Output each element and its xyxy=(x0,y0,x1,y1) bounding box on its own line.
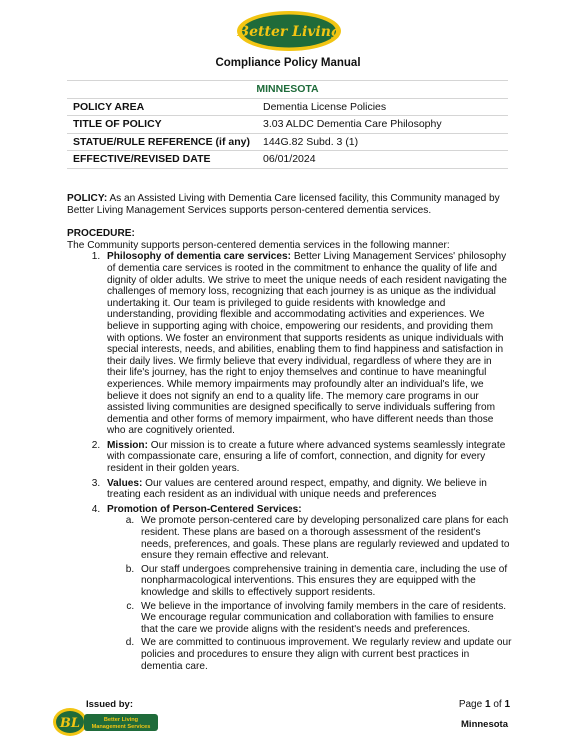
better-living-logo xyxy=(236,10,342,52)
page-current: 1 xyxy=(484,699,491,710)
policy-label: POLICY: xyxy=(67,193,108,204)
table-row xyxy=(67,151,508,169)
footer-logo-line1: Better Living xyxy=(103,717,139,723)
item-text: Our mission is to create a future where advanced systems seamlessly integrate with compassionate care, ensuring a life of comfort, connection, and dignity for every resident in their golden years. xyxy=(107,439,506,475)
procedure-list xyxy=(67,251,513,672)
footer-company-logo xyxy=(52,707,160,737)
table-state-row xyxy=(67,81,508,99)
list-item xyxy=(103,478,513,501)
row-label: POLICY AREA xyxy=(67,98,257,116)
item-text: Better Living Management Services' philosophy of dementia care services is rooted in the commitment to enhance the quality of life and dignity of older adults. We strive to meet the unique needs of each resident navigating the challenges of memory loss, recognizing that each journey is as unique as the individual undertaking it. Our team is privileged to guide residents with knowledge and understanding, providing flexible and accommodating activities and experiences. We believe in supporting aging with choice, empowering our residents, and providing them with options. We foster an environment that supports residents as unique individuals with special interests, needs, and abilities, enabling them to find happiness and satisfaction in their daily lives. We firmly believe that every individual, regardless of where they are in their life's journey, has the right to enjoy themselves and continue to have meaningful experiences. While memory impairments may profoundly alter an individual's life, we believe it does not signify an end to a quality life. The memory care programs in our assisted living communities are designed specifically to serve individuals suffering from dementia and other forms of memory impairment, who have different needs than those who are cognitively oriented. xyxy=(107,251,507,437)
item-title: Values: xyxy=(107,477,143,489)
item-title: Philosophy of dementia care services: xyxy=(107,251,291,263)
item-title: Mission: xyxy=(107,439,148,451)
row-value: 06/01/2024 xyxy=(257,151,508,169)
policy-content xyxy=(67,193,513,675)
row-value: Dementia License Policies xyxy=(257,98,508,116)
page-label: Page xyxy=(458,699,483,710)
list-item xyxy=(103,251,513,437)
policy-text: As an Assisted Living with Dementia Care licensed facility, this Community managed by Better Living Management Services supports person-centered dementia services. xyxy=(67,193,500,216)
sub-list-item: d. We are committed to continuous improvement. We regularly review and update our policies and procedures to ensure they align with current best practices in dementia care. xyxy=(137,637,513,672)
footer-logo-initials: BL xyxy=(59,716,81,731)
sub-list-item: b. Our staff undergoes comprehensive training in dementia care, including the use of nonpharmacological interventions. This ensures they are equipped with the knowledge and skills to effectively support residents. xyxy=(137,564,513,599)
list-item xyxy=(103,504,513,672)
row-label: EFFECTIVE/REVISED DATE xyxy=(67,151,257,169)
logo-text: Better Living xyxy=(237,24,341,40)
row-value: 3.03 ALDC Dementia Care Philosophy xyxy=(257,116,508,134)
sub-list-item: c. We believe in the importance of involving family members in the care of residents. We encourage regular communication and collaboration with families to ensure that the care we provide aligns with the resident's needs and preferences. xyxy=(137,601,513,636)
table-row xyxy=(67,133,508,151)
footer-logo-line2: Management Services xyxy=(91,724,151,730)
page-total: 1 xyxy=(504,699,510,710)
row-value: 144G.82 Subd. 3 (1) xyxy=(257,133,508,151)
procedure-heading: PROCEDURE: xyxy=(67,228,135,240)
manual-title: Compliance Policy Manual xyxy=(215,57,361,69)
list-item xyxy=(103,440,513,475)
policy-info-table xyxy=(67,80,508,169)
row-label: TITLE OF POLICY xyxy=(67,116,257,134)
item-text: Our values are centered around respect, empathy, and dignity. We believe in treating each resident as an individual with unique needs and preferences xyxy=(107,477,487,501)
footer-state: Minnesota xyxy=(461,719,508,730)
issued-by-label: Issued by: xyxy=(86,699,133,710)
table-row xyxy=(67,116,508,134)
sub-list xyxy=(107,515,513,672)
item-title: Promotion of Person-Centered Services: xyxy=(107,503,302,515)
page-number xyxy=(459,699,510,710)
procedure-intro: The Community supports person-centered dementia services in the following manner: xyxy=(67,239,450,251)
table-row xyxy=(67,98,508,116)
sub-list-item: a. We promote person-centered care by developing personalized care plans for each resident. These plans are based on a thorough assessment of the resident's needs, preferences, and goals. These plans are regularly reviewed and updated to ensure they remain effective and relevant. xyxy=(137,515,513,561)
page-of: of xyxy=(493,699,502,710)
row-label: STATUE/RULE REFERENCE (if any) xyxy=(67,133,257,151)
policy-statement xyxy=(67,193,513,216)
state-header: MINNESOTA xyxy=(67,81,508,99)
